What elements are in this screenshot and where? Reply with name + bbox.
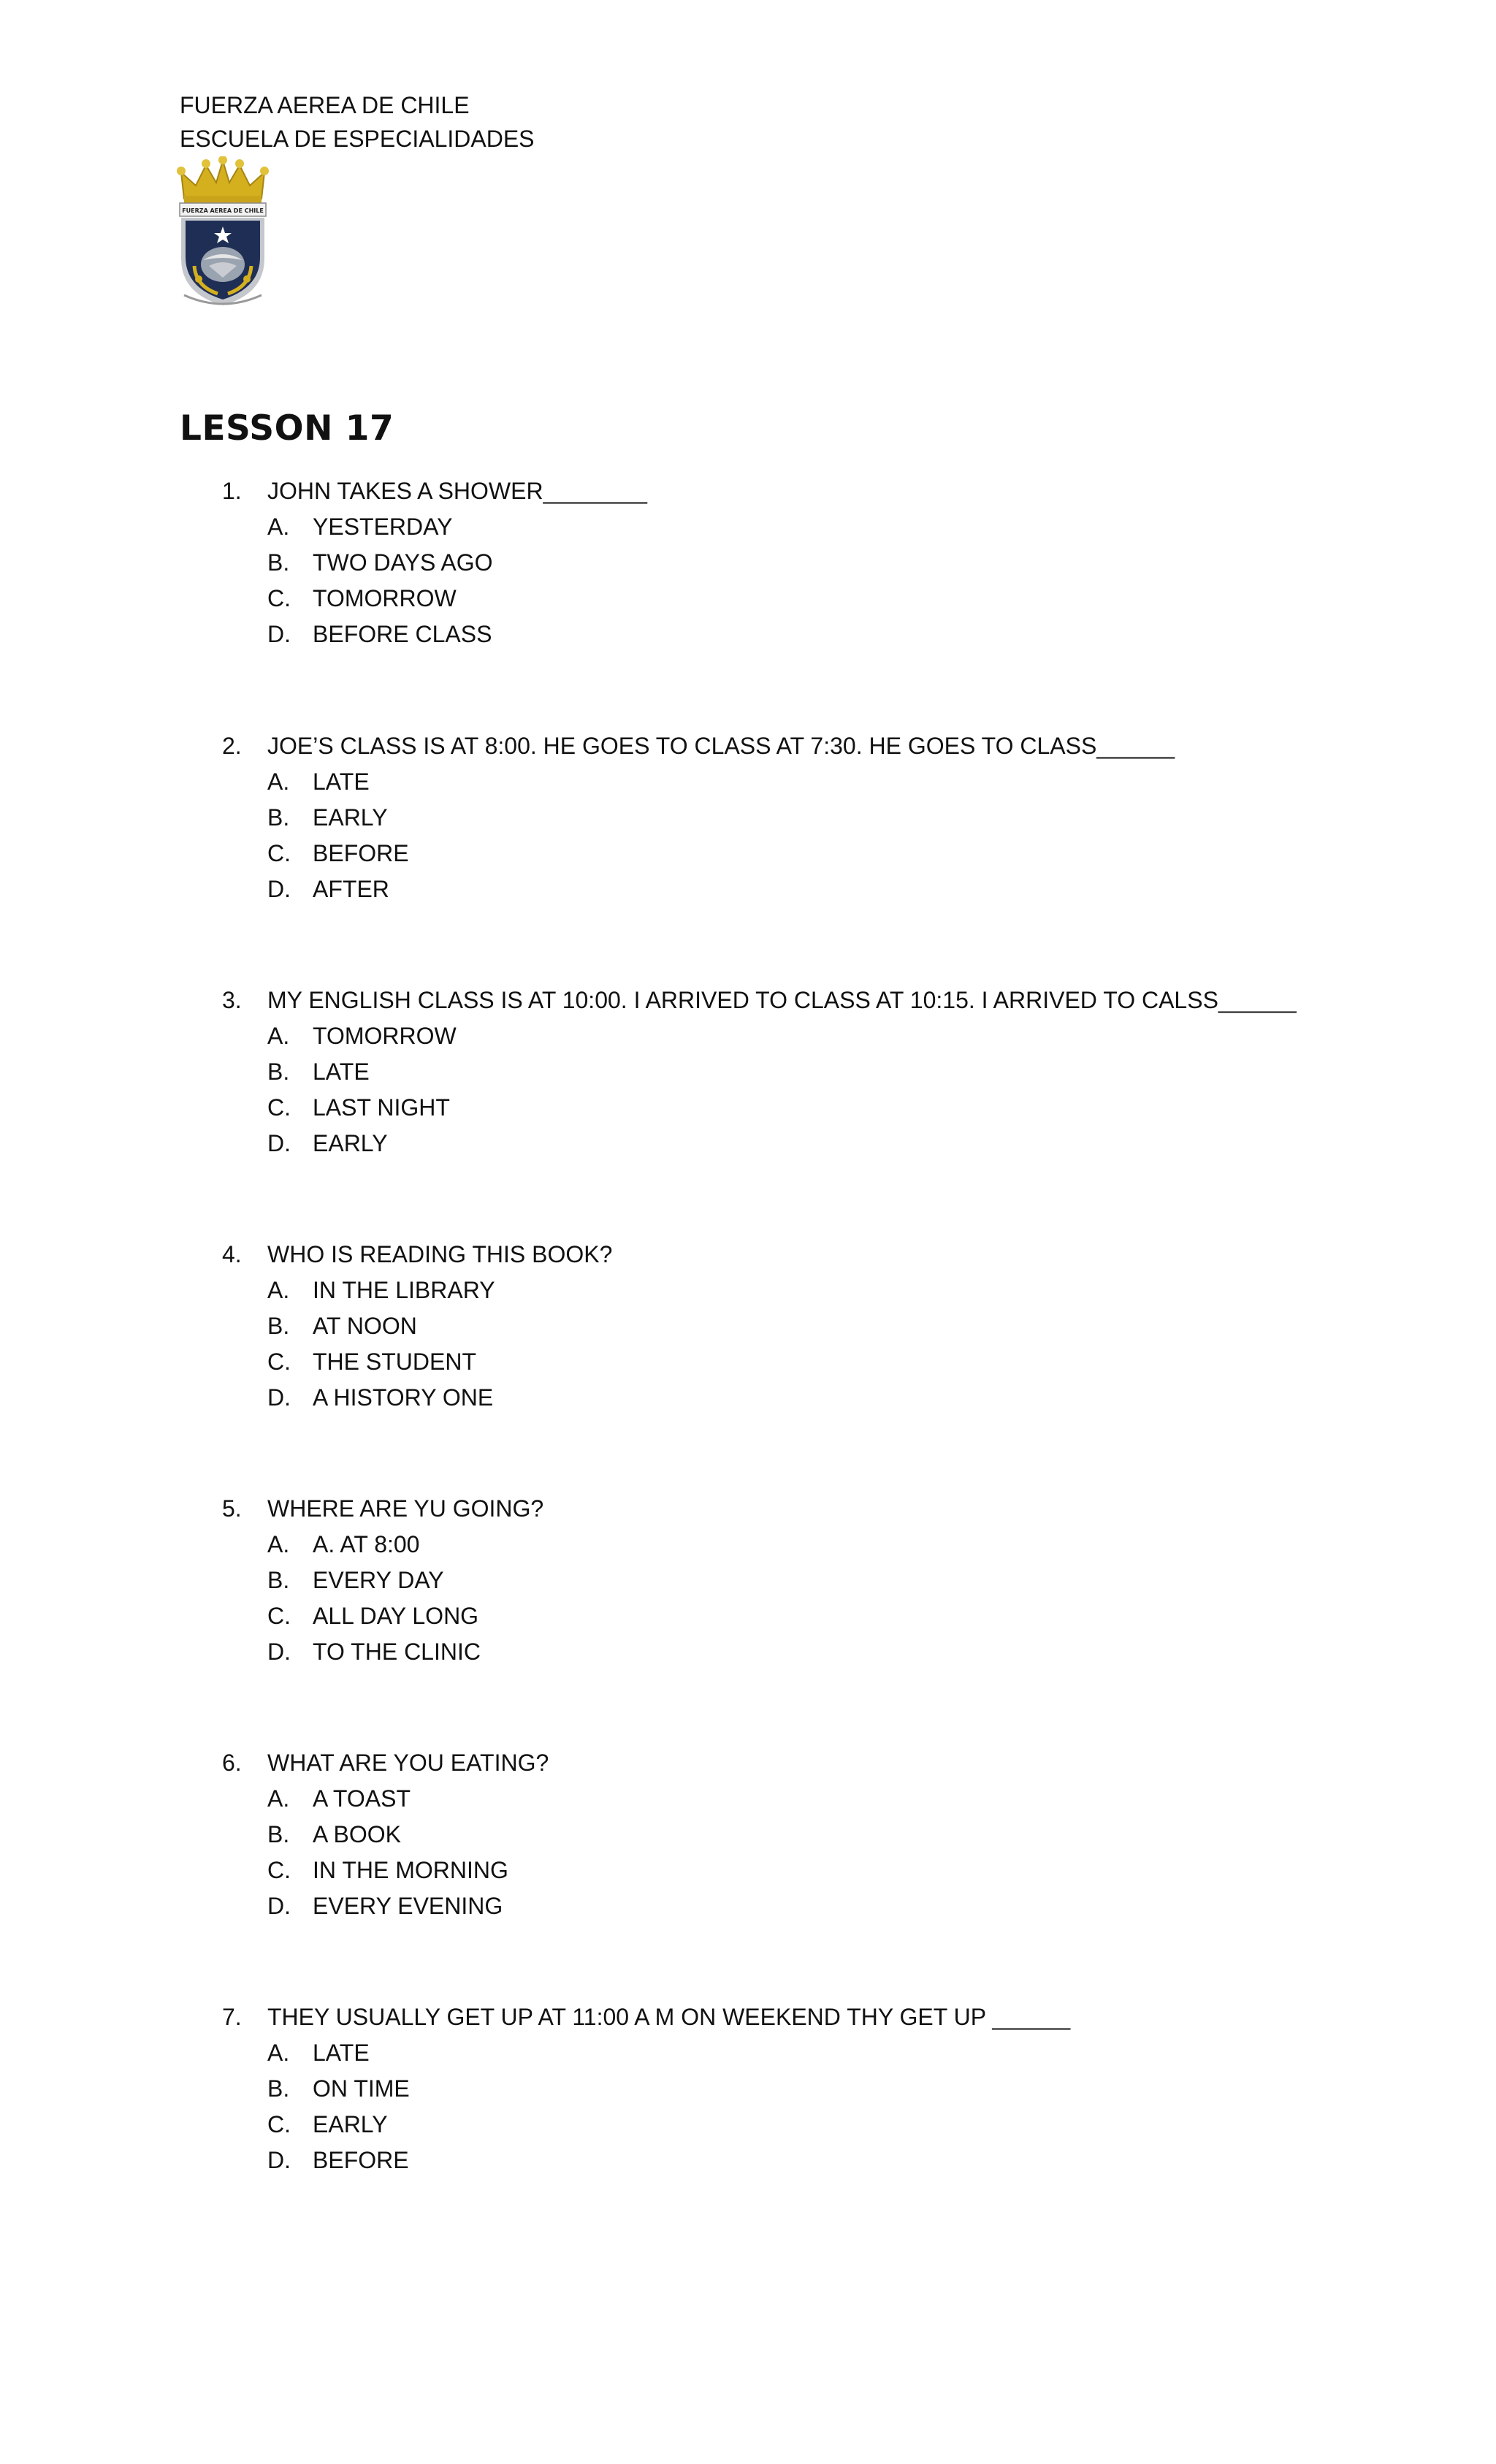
- question-number: 5.: [222, 1495, 242, 1522]
- option-c[interactable]: [222, 1853, 1464, 1888]
- option-a[interactable]: [222, 1273, 1464, 1308]
- option-text: A BOOK: [313, 1821, 401, 1847]
- option-text: A TOAST: [313, 1785, 411, 1812]
- option-letter: B.: [267, 1313, 290, 1339]
- question-line: [222, 1237, 1464, 1273]
- question-number: 3.: [222, 987, 242, 1013]
- option-d[interactable]: [222, 2143, 1464, 2178]
- question-text: JOE’S CLASS IS AT 8:00. HE GOES TO CLASS AT 7:30. HE GOES TO CLASS______: [267, 733, 1175, 759]
- question-line: [222, 1999, 1464, 2035]
- option-text: TOMORROW: [313, 585, 457, 611]
- option-letter: C.: [267, 2111, 291, 2137]
- option-text: BEFORE CLASS: [313, 621, 492, 647]
- option-letter: C.: [267, 1094, 291, 1121]
- option-text: EARLY: [313, 804, 388, 831]
- question-number: 1.: [222, 478, 242, 504]
- option-d[interactable]: [222, 1888, 1464, 1924]
- option-letter: D.: [267, 876, 291, 902]
- option-text: IN THE MORNING: [313, 1857, 508, 1883]
- option-c[interactable]: [222, 1090, 1464, 1126]
- option-text: ALL DAY LONG: [313, 1603, 479, 1629]
- crest-banner-text: FUERZA AEREA DE CHILE: [182, 207, 264, 214]
- option-letter: C.: [267, 840, 291, 866]
- question-5: [222, 1491, 1464, 1670]
- option-text: BEFORE: [313, 2147, 409, 2173]
- option-text: THE STUDENT: [313, 1349, 476, 1375]
- option-c[interactable]: [222, 1344, 1464, 1380]
- question-2: [222, 728, 1464, 907]
- option-d[interactable]: [222, 1634, 1464, 1670]
- question-line: [222, 728, 1464, 764]
- option-b[interactable]: [222, 1563, 1464, 1598]
- option-letter: D.: [267, 1384, 291, 1411]
- option-text: AFTER: [313, 876, 389, 902]
- question-text: WHAT ARE YOU EATING?: [267, 1750, 549, 1776]
- option-text: AT NOON: [313, 1313, 417, 1339]
- question-number: 7.: [222, 2004, 242, 2030]
- option-b[interactable]: [222, 545, 1464, 581]
- option-b[interactable]: [222, 800, 1464, 836]
- option-c[interactable]: [222, 1598, 1464, 1634]
- option-b[interactable]: [222, 1817, 1464, 1853]
- question-number: 4.: [222, 1241, 242, 1267]
- option-a[interactable]: [222, 1018, 1464, 1054]
- option-letter: D.: [267, 2147, 291, 2173]
- option-letter: A.: [267, 2040, 290, 2066]
- option-text: EARLY: [313, 1130, 388, 1156]
- option-text: YESTERDAY: [313, 514, 453, 540]
- option-b[interactable]: [222, 1308, 1464, 1344]
- question-text: MY ENGLISH CLASS IS AT 10:00. I ARRIVED TO CLASS AT 10:15. I ARRIVED TO CALSS______: [267, 987, 1297, 1013]
- option-c[interactable]: [222, 581, 1464, 617]
- question-6: [222, 1745, 1464, 1924]
- option-letter: C.: [267, 585, 291, 611]
- option-text: LAST NIGHT: [313, 1094, 450, 1121]
- option-letter: C.: [267, 1349, 291, 1375]
- option-text: LATE: [313, 2040, 370, 2066]
- option-c[interactable]: [222, 2107, 1464, 2143]
- option-b[interactable]: [222, 1054, 1464, 1090]
- option-text: TOMORROW: [313, 1023, 457, 1049]
- option-letter: B.: [267, 2075, 290, 2102]
- option-text: A. AT 8:00: [313, 1531, 420, 1557]
- question-text: WHO IS READING THIS BOOK?: [267, 1241, 613, 1267]
- option-letter: B.: [267, 1821, 290, 1847]
- option-text: TO THE CLINIC: [313, 1639, 481, 1665]
- option-a[interactable]: [222, 2035, 1464, 2071]
- option-a[interactable]: [222, 764, 1464, 800]
- option-letter: A.: [267, 1277, 290, 1303]
- org-name: FUERZA AEREA DE CHILE: [180, 92, 470, 118]
- option-letter: B.: [267, 1567, 290, 1593]
- option-d[interactable]: [222, 617, 1464, 652]
- option-letter: A.: [267, 1023, 290, 1049]
- option-text: BEFORE: [313, 840, 409, 866]
- lesson-title: LESSON 17: [180, 408, 394, 449]
- question-line: [222, 473, 1464, 509]
- question-text: WHERE ARE YU GOING?: [267, 1495, 544, 1522]
- option-letter: D.: [267, 621, 291, 647]
- option-text: EVERY EVENING: [313, 1893, 503, 1919]
- option-text: EVERY DAY: [313, 1567, 444, 1593]
- option-a[interactable]: [222, 509, 1464, 545]
- option-letter: D.: [267, 1130, 291, 1156]
- question-number: 6.: [222, 1750, 242, 1776]
- question-3: [222, 983, 1464, 1162]
- option-text: LATE: [313, 768, 370, 795]
- question-text: THEY USUALLY GET UP AT 11:00 A M ON WEEKEND THY GET UP ______: [267, 2004, 1071, 2030]
- option-letter: B.: [267, 804, 290, 831]
- option-text: IN THE LIBRARY: [313, 1277, 495, 1303]
- air-force-crest-icon: [174, 156, 272, 313]
- option-a[interactable]: [222, 1527, 1464, 1563]
- question-7: [222, 1999, 1464, 2178]
- option-letter: D.: [267, 1893, 291, 1919]
- option-c[interactable]: [222, 836, 1464, 871]
- option-letter: A.: [267, 1785, 290, 1812]
- option-letter: A.: [267, 768, 290, 795]
- school-name: ESCUELA DE ESPECIALIDADES: [180, 126, 535, 152]
- question-4: [222, 1237, 1464, 1416]
- option-b[interactable]: [222, 2071, 1464, 2107]
- option-letter: B.: [267, 1059, 290, 1085]
- option-letter: A.: [267, 514, 290, 540]
- option-letter: B.: [267, 549, 290, 576]
- option-d[interactable]: [222, 1380, 1464, 1416]
- option-d[interactable]: [222, 1126, 1464, 1162]
- question-number: 2.: [222, 733, 242, 759]
- option-letter: D.: [267, 1639, 291, 1665]
- question-line: [222, 1745, 1464, 1781]
- option-text: LATE: [313, 1059, 370, 1085]
- option-a[interactable]: [222, 1781, 1464, 1817]
- option-text: EARLY: [313, 2111, 388, 2137]
- question-line: [222, 1491, 1464, 1527]
- option-d[interactable]: [222, 871, 1464, 907]
- option-text: A HISTORY ONE: [313, 1384, 494, 1411]
- crown-icon: [177, 156, 269, 203]
- option-text: TWO DAYS AGO: [313, 549, 493, 576]
- option-letter: A.: [267, 1531, 290, 1557]
- option-letter: C.: [267, 1857, 291, 1883]
- option-text: ON TIME: [313, 2075, 410, 2102]
- option-letter: C.: [267, 1603, 291, 1629]
- question-line: [222, 983, 1464, 1018]
- question-text: JOHN TAKES A SHOWER________: [267, 478, 647, 504]
- question-1: [222, 473, 1464, 652]
